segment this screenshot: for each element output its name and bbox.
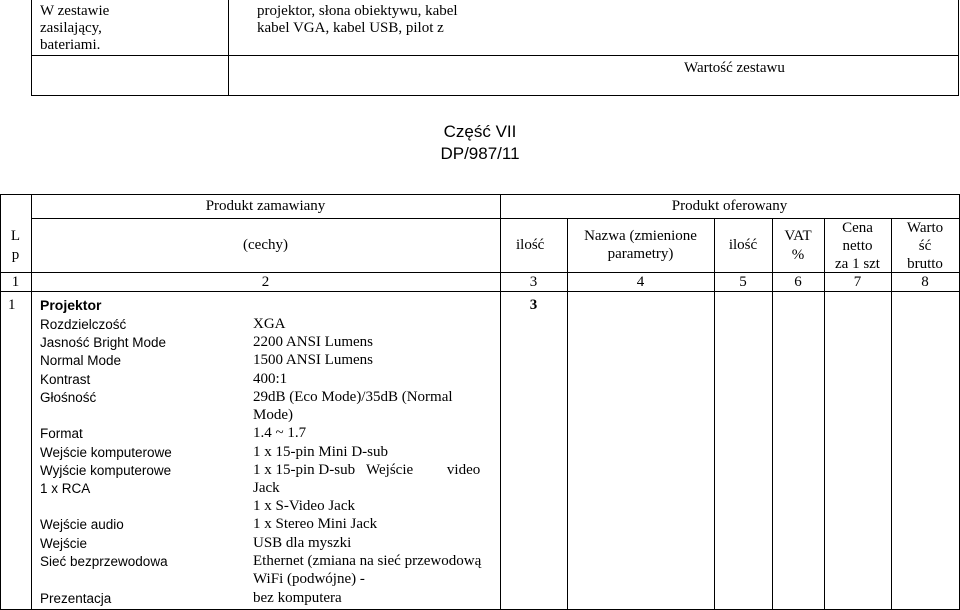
spec-value-continuation: 1 x S-Video Jack: [253, 498, 355, 514]
spec-value: 1.4 ~ 1.7: [253, 425, 307, 441]
col-number-3: 3: [529, 274, 538, 290]
set-label-line-1: W zestawie: [40, 3, 110, 19]
spec-label: Format: [40, 426, 83, 441]
spec-label: Wyjście komputerowe: [40, 463, 172, 478]
spec-value: Ethernet (zmiana na sieć przewodową: [253, 553, 482, 569]
set-desc-line-1: projektor, słona obiektywu, kabel: [257, 3, 458, 19]
item-qty: 3: [529, 297, 538, 313]
spec-label: Głośność: [40, 390, 97, 405]
col-number-1: 1: [11, 274, 20, 290]
spec-value: 2200 ANSI Lumens: [253, 334, 373, 350]
spec-label: Wejście audio: [40, 517, 124, 532]
set-desc-line-2: kabel VGA, kabel USB, pilot z: [257, 20, 444, 36]
spec-label: Normal Mode: [40, 353, 122, 368]
item-name: Projektor: [40, 297, 102, 313]
header-value-line-3: brutto: [907, 256, 943, 272]
spec-label: Rozdzielczość: [40, 317, 127, 332]
section-code: DP/987/11: [440, 144, 520, 163]
spec-label: Wejście komputerowe: [40, 445, 172, 460]
header-features: (cechy): [243, 237, 288, 253]
header-offered-product: Produkt oferowany: [671, 198, 788, 214]
header-lp-p: p: [11, 247, 20, 263]
spec-value-continuation: WiFi (podwójne) -: [253, 571, 365, 587]
section-title: Część VII: [443, 122, 517, 141]
header-price-line-1: Cena: [842, 220, 873, 236]
spec-value: Jack: [253, 480, 280, 496]
set-total-label: Wartość zestawu: [684, 60, 785, 76]
spec-label: 1 x RCA: [40, 481, 91, 496]
col-number-8: 8: [921, 274, 929, 290]
set-label-line-2: zasilający,: [40, 20, 102, 36]
spec-label: Jasność Bright Mode: [40, 335, 167, 350]
header-name-line-1: Nazwa (zmienione: [584, 228, 697, 244]
spec-label: Wejście: [40, 536, 88, 551]
spec-label: Sieć bezprzewodowa: [40, 554, 168, 569]
col-number-2: 2: [261, 274, 270, 290]
header-vat-line-2: %: [791, 247, 805, 263]
header-price-line-2: netto: [842, 238, 873, 254]
header-vat-line-1: VAT: [784, 228, 812, 244]
item-lp: 1: [8, 297, 16, 313]
col-number-4: 4: [636, 274, 645, 290]
header-qty-offered: ilość: [728, 237, 758, 253]
spec-label: Prezentacja: [40, 591, 112, 606]
spec-value: USB dla myszki: [253, 535, 352, 551]
spec-label: Kontrast: [40, 372, 91, 387]
header-value-line-1: Warto: [906, 220, 944, 236]
spec-value: 1 x 15-pin Mini D-sub: [253, 444, 388, 460]
header-lp-l: L: [10, 228, 21, 244]
col-number-5: 5: [739, 274, 747, 290]
spec-value: XGA: [253, 316, 286, 332]
spec-value: bez komputera: [253, 590, 342, 606]
header-value-line-2: ść: [918, 238, 932, 254]
spec-value: 1500 ANSI Lumens: [253, 352, 373, 368]
spec-value: 400:1: [253, 371, 288, 387]
spec-value: 1 x 15-pin D-sub Wejście video: [253, 462, 481, 478]
spec-value-continuation: Mode): [253, 407, 293, 423]
header-price-line-3: za 1 szt: [835, 256, 880, 272]
col-number-7: 7: [853, 274, 862, 290]
spec-value: 29dB (Eco Mode)/35dB (Normal: [253, 389, 453, 405]
col-number-6: 6: [794, 274, 802, 290]
spec-value: 1 x Stereo Mini Jack: [253, 516, 378, 532]
header-ordered-product: Produkt zamawiany: [205, 198, 326, 214]
header-name-line-2: parametry): [607, 246, 674, 262]
header-qty: ilość: [516, 237, 545, 253]
set-label-line-3: bateriami.: [40, 37, 101, 53]
